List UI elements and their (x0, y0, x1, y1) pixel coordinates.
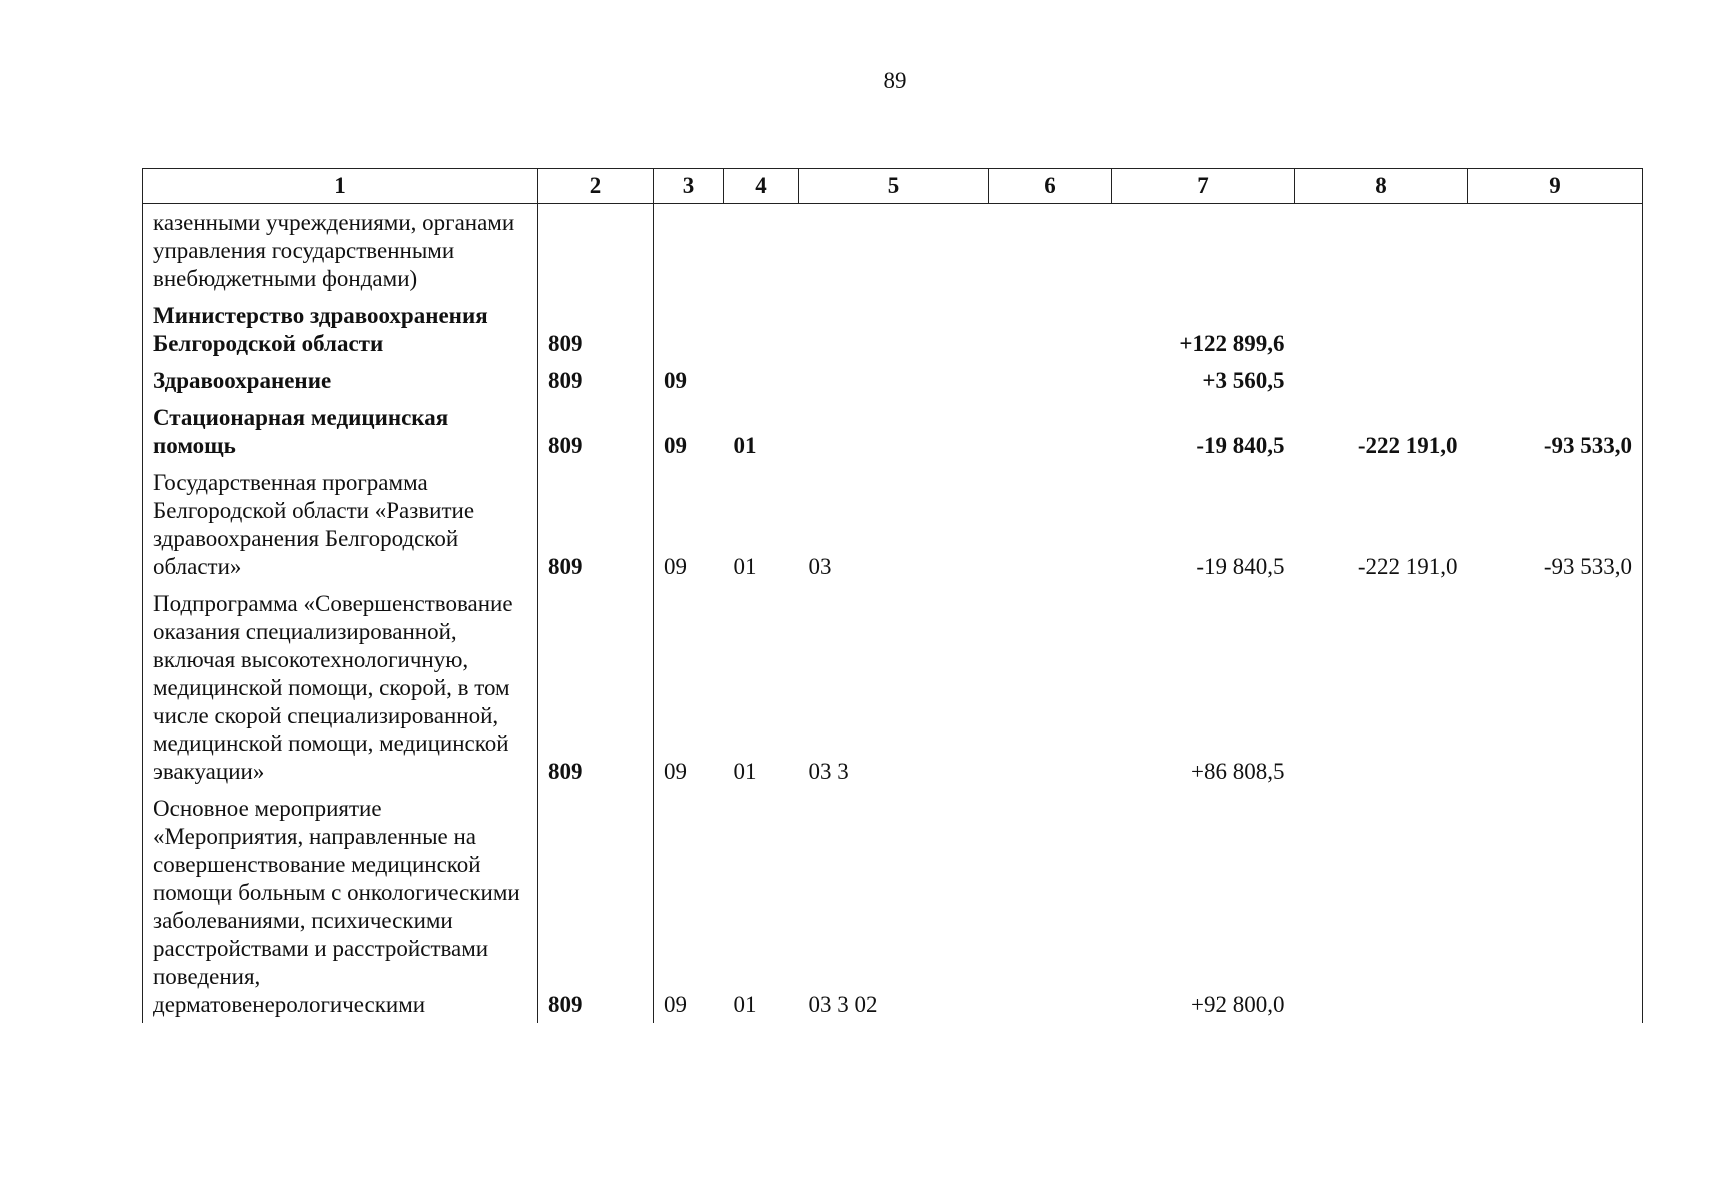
target-article-cell (799, 399, 989, 464)
amount-col7-cell: +122 899,6 (1179, 331, 1285, 356)
table-row (143, 399, 1643, 464)
subsection-cell: 01 (733, 759, 757, 784)
subsection-cell: 01 (733, 992, 757, 1017)
amount-col8-cell: -222 191,0 (1357, 433, 1458, 458)
table-header-row (143, 169, 1643, 204)
row-name-cell: Стационарная медицинская помощь (143, 399, 538, 464)
expense-type-cell (989, 204, 1112, 298)
column-header-9: 9 (1468, 169, 1643, 204)
subsection-cell (724, 204, 799, 298)
table-row (143, 204, 1643, 298)
amount-col8-cell (1295, 297, 1468, 362)
column-header-7: 7 (1112, 169, 1295, 204)
target-article-cell (799, 362, 989, 399)
section-cell: 09 (664, 554, 687, 579)
row-name-cell: Основное мероприятие «Мероприятия, направленные на совершенствование медицинской помощи больным с онкологическими заболеваниями, психическими расстройствами и расстройствами поведения, дерматовенерологическими (143, 790, 538, 1023)
amount-col7-cell: +3 560,5 (1202, 368, 1285, 393)
expense-type-cell (989, 790, 1112, 1023)
subsection-cell (724, 297, 799, 362)
target-article-cell (799, 297, 989, 362)
column-header-4: 4 (724, 169, 799, 204)
expense-type-cell (989, 362, 1112, 399)
target-article-cell: 03 3 02 (808, 992, 878, 1017)
amount-col7-cell (1112, 204, 1295, 298)
expense-type-cell (989, 585, 1112, 790)
amount-col7-cell: +92 800,0 (1191, 992, 1285, 1017)
admin-code-cell: 809 (538, 362, 654, 399)
admin-code-cell: 809 (538, 464, 654, 585)
column-header-2: 2 (538, 169, 654, 204)
column-header-6: 6 (989, 169, 1112, 204)
amount-col8-cell (1295, 790, 1468, 1023)
amount-col8-cell (1295, 585, 1468, 790)
amount-col9-cell (1468, 585, 1643, 790)
table-row (143, 297, 1643, 362)
expense-type-cell (989, 464, 1112, 585)
table-row (143, 790, 1643, 1023)
target-article-cell: 03 (808, 554, 832, 579)
target-article-cell (799, 204, 989, 298)
column-header-1: 1 (143, 169, 538, 204)
amount-col9-cell (1468, 790, 1643, 1023)
amount-col7-cell: -19 840,5 (1196, 554, 1285, 579)
amount-col9-cell (1468, 204, 1643, 298)
section-cell: 09 (664, 759, 687, 784)
subsection-cell (724, 362, 799, 399)
admin-code-cell: 809 (538, 585, 654, 790)
section-cell (654, 204, 724, 298)
section-cell: 09 (664, 368, 687, 393)
column-header-3: 3 (654, 169, 724, 204)
row-name-cell: казенными учреждениями, органами управления государственными внебюджетными фондами) (143, 204, 538, 298)
section-cell: 09 (664, 992, 687, 1017)
column-header-8: 8 (1295, 169, 1468, 204)
column-header-5: 5 (799, 169, 989, 204)
row-name-cell: Здравоохранение (143, 362, 538, 399)
admin-code-cell (538, 204, 654, 298)
page-number: 89 (883, 68, 907, 93)
row-name-cell: Министерство здравоохранения Белгородской области (143, 297, 538, 362)
row-name-cell: Подпрограмма «Совершенствование оказания специализированной, включая высокотехнологичную, медицинской помощи, скорой, в том числе скорой специализированной, медицинской помощи, медицинской эвакуации» (143, 585, 538, 790)
admin-code-cell: 809 (538, 297, 654, 362)
expense-type-cell (989, 297, 1112, 362)
section-cell: 09 (664, 433, 687, 458)
amount-col8-cell (1295, 204, 1468, 298)
table-row (143, 362, 1643, 399)
expense-type-cell (989, 399, 1112, 464)
table-row (143, 585, 1643, 790)
admin-code-cell: 809 (538, 399, 654, 464)
target-article-cell: 03 3 (808, 759, 849, 784)
amount-col8-cell (1295, 362, 1468, 399)
amount-col8-cell: -222 191,0 (1357, 554, 1458, 579)
table-row (143, 464, 1643, 585)
amount-col9-cell (1468, 362, 1643, 399)
section-cell (654, 297, 724, 362)
amount-col9-cell: -93 533,0 (1468, 464, 1643, 585)
amount-col7-cell: +86 808,5 (1191, 759, 1285, 784)
subsection-cell: 01 (733, 433, 757, 458)
amount-col7-cell: -19 840,5 (1196, 433, 1285, 458)
admin-code-cell: 809 (538, 790, 654, 1023)
amount-col9-cell: -93 533,0 (1468, 399, 1643, 464)
amount-col9-cell (1468, 297, 1643, 362)
row-name-cell: Государственная программа Белгородской области «Развитие здравоохранения Белгородской области» (143, 464, 538, 585)
budget-table (142, 168, 1643, 1023)
subsection-cell: 01 (733, 554, 757, 579)
